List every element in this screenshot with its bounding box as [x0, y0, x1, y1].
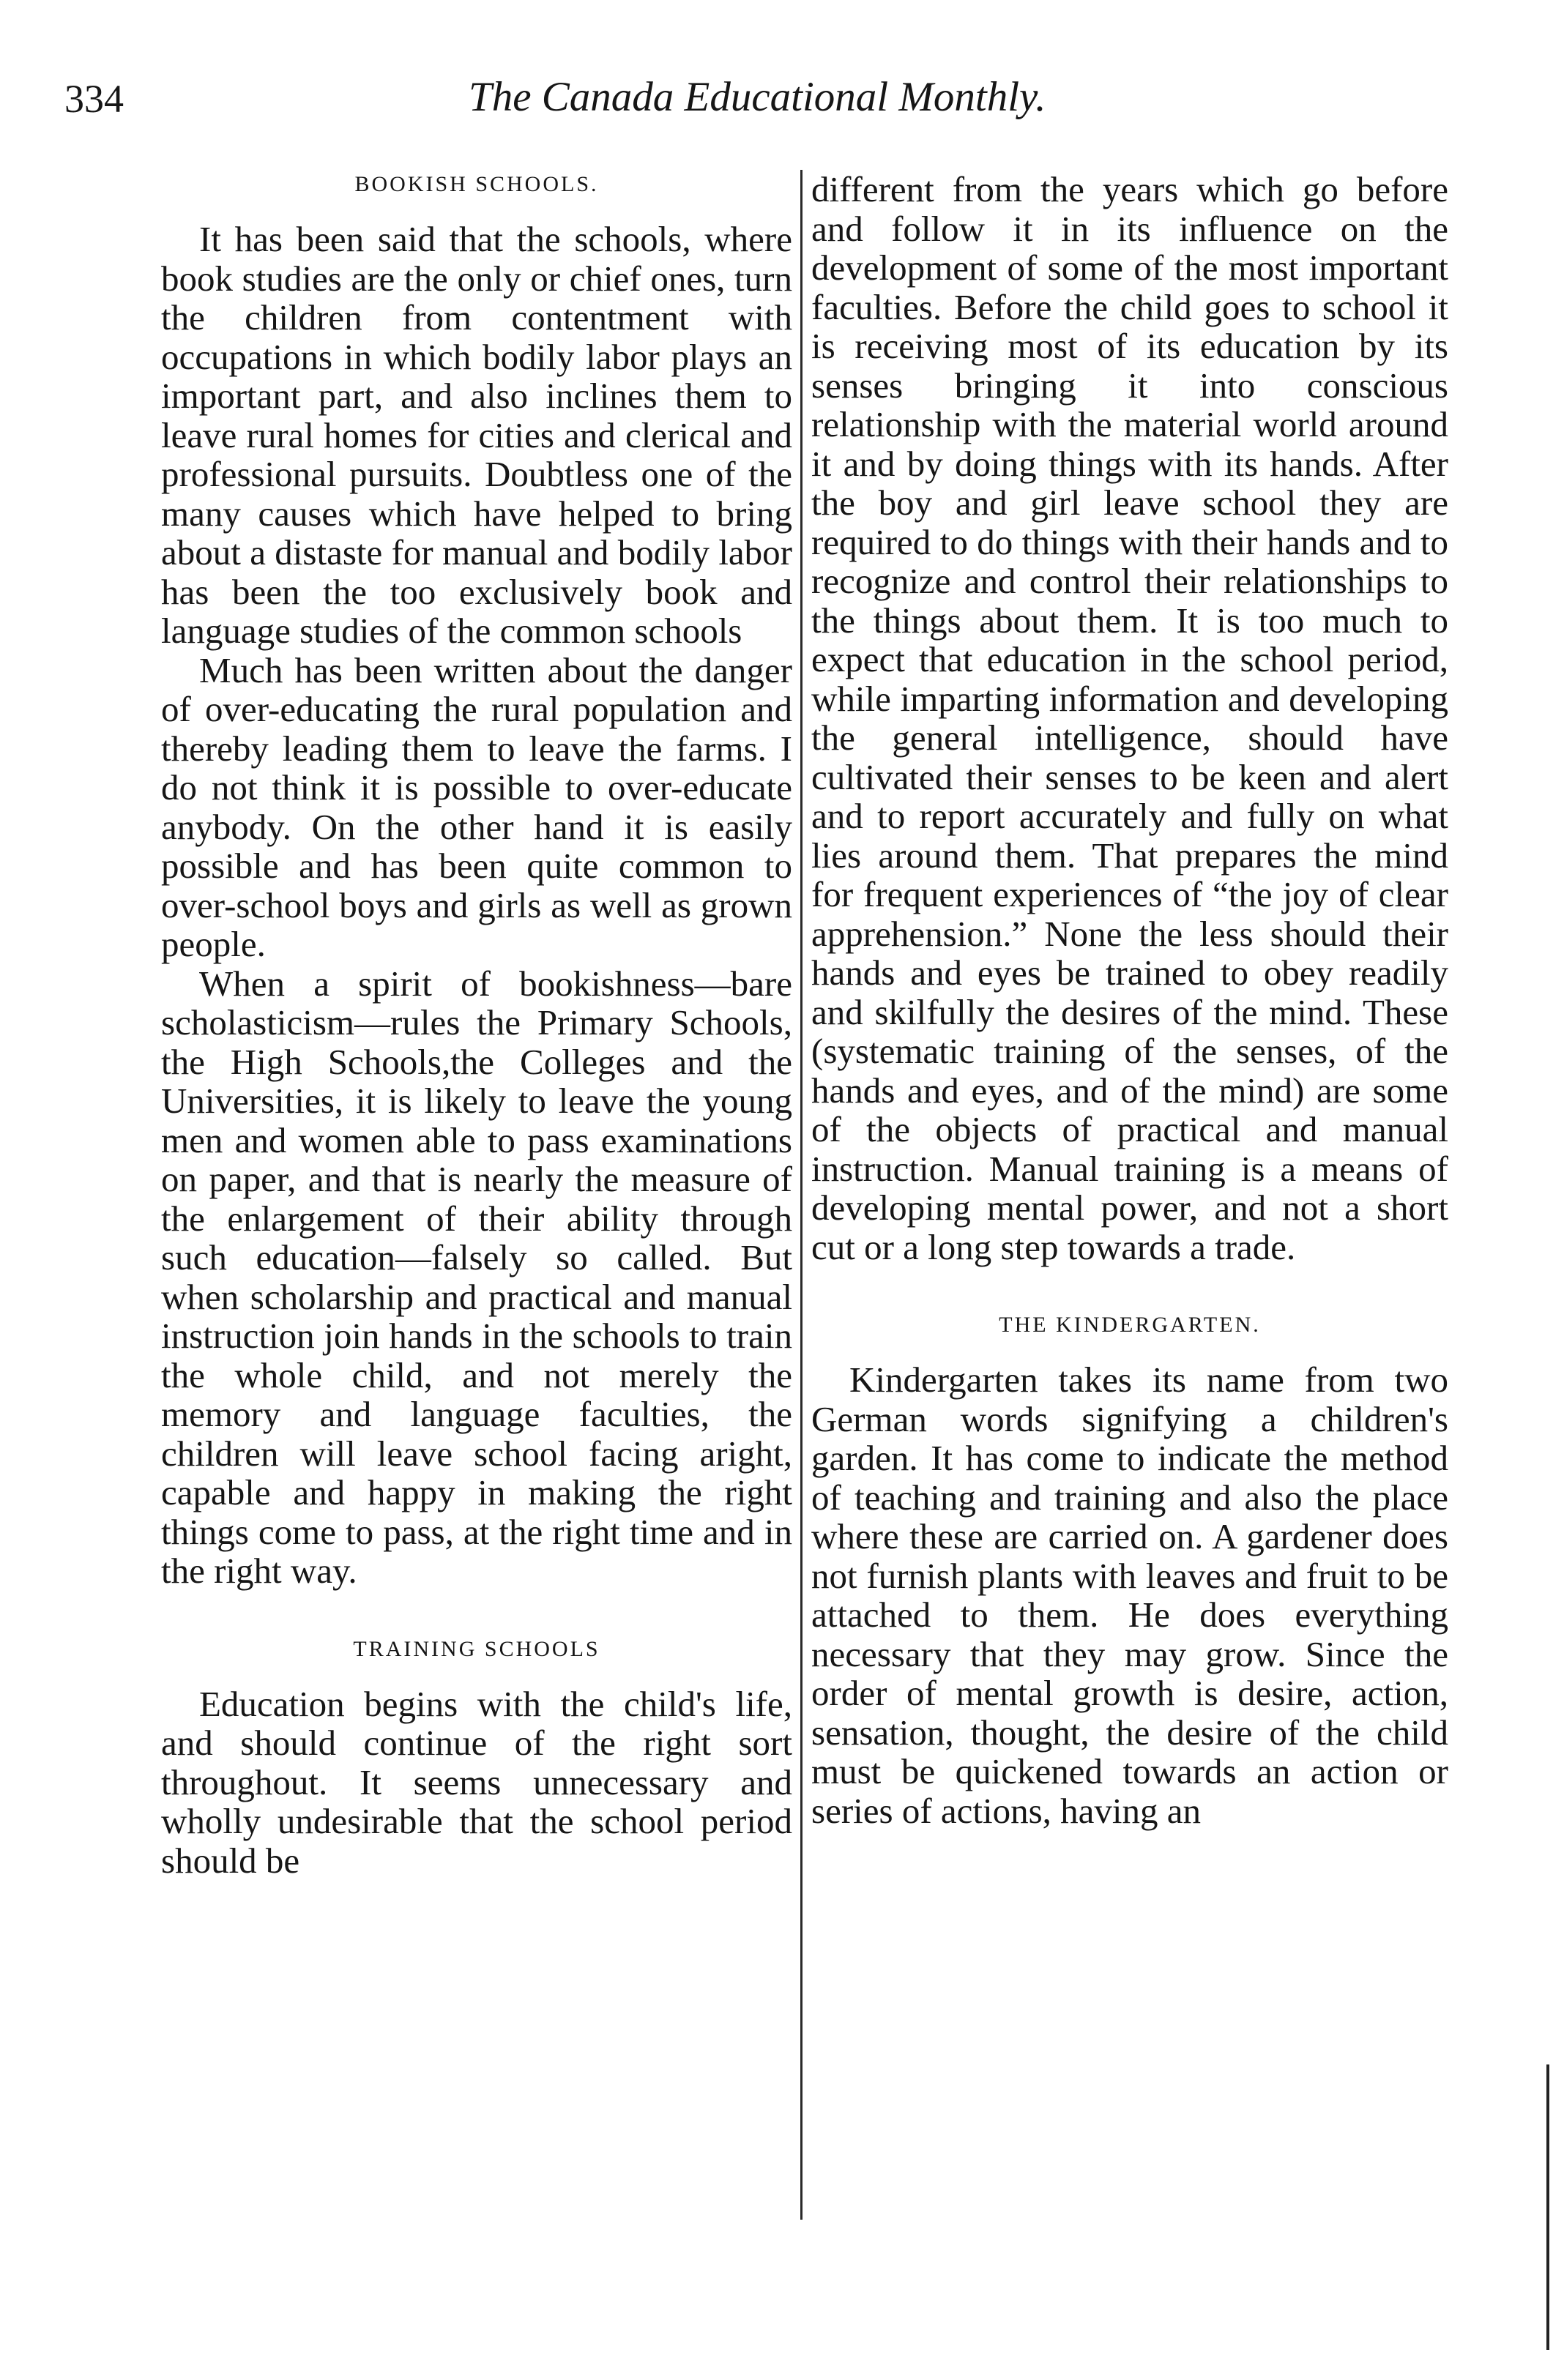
column-divider: [800, 170, 803, 2220]
right-column: [811, 170, 1448, 1830]
running-title: The Canada Educational Monthly.: [469, 74, 1046, 120]
paragraph-kindergarten-1: Kindergarten takes its name from two German words signifying a children's garden. It has come to indicate the method of teaching and training and also the place where these are carried on. A gardener does not furnish plants with leaves and fruit to be attached to them. He does everything necessary that they may grow. Since the order of mental growth is desire, action, sensation, thought, the desire of the child must be quickened towards an action or series of actions, having an: [811, 1359, 1448, 1831]
page-number: 334: [64, 77, 124, 121]
paragraph-training-1-continued: different from the years which go before and follow it in its influence on the development of some of the most important faculties. Before the child goes to school it is receiving most of its education by its senses bringing it into conscious relationship with the material world around it and by doing things with its hands. After the boy and girl leave school they are required to do things with their hands and to recognize and control their relationships to the things about them. It is too much to expect that education in the school period, while imparting information and developing the general intelligence, should have cultivated their senses to be keen and alert and to report accurately and fully on what lies around them. That prepares the mind for frequent experiences of “the joy of clear apprehension.” None the less should their hands and eyes be trained to obey readily and skilfully the desires of the mind. These (systematic training of the senses, of the hands and eyes, and of the mind) are some of the objects of practical and manual instruction. Manual training is a means of developing mental power, and not a short cut or a long step towards a trade.: [811, 169, 1448, 1267]
heading-bookish-schools: BOOKISH SCHOOLS.: [354, 172, 599, 196]
paragraph-training-1: Education begins with the child's life, and should continue of the right sort throughout. It seems unnecessary and wholly undesirable that the school period should be: [161, 1683, 792, 1881]
heading-training-schools: TRAINING SCHOOLS: [353, 1636, 600, 1661]
paragraph-bookish-1: It has been said that the schools, where book studies are the only or chief ones, turn the children from contentment with occupations in which bodily labor plays an important part, and also inclines them to leave rural homes for cities and clerical and professional pursuits. Doubtless one of the many causes which have helped to bring about a distaste for manual and bodily labor has been the too exclusively book and language studies of the common schools: [161, 219, 792, 651]
paragraph-bookish-2: Much has been written about the danger of over-educating the rural population and thereby leading them to leave the farms. I do not think it is possible to over-educate anybody. On the other hand it is easily possible and has been quite common to over-school boys and girls as well as grown people.: [161, 649, 792, 964]
left-column: [161, 170, 792, 1880]
heading-kindergarten: THE KINDERGARTEN.: [999, 1313, 1261, 1337]
page-edge-line: [1546, 2064, 1549, 2350]
paragraph-bookish-3: When a spirit of bookishness—bare scholasticism—rules the Primary Schools, the High Schools,the Colleges and the Universities, it is likely to leave the young men and women able to pass examinations on paper, and that is nearly the measure of the enlargement of their ability through such education—falsely so called. But when scholarship and practical and manual instruction join hands in the schools to train the whole child, and not merely the memory and language faculties, the children will leave school facing aright, capable and happy in making the right things come to pass, at the right time and in the right way.: [161, 963, 792, 1591]
